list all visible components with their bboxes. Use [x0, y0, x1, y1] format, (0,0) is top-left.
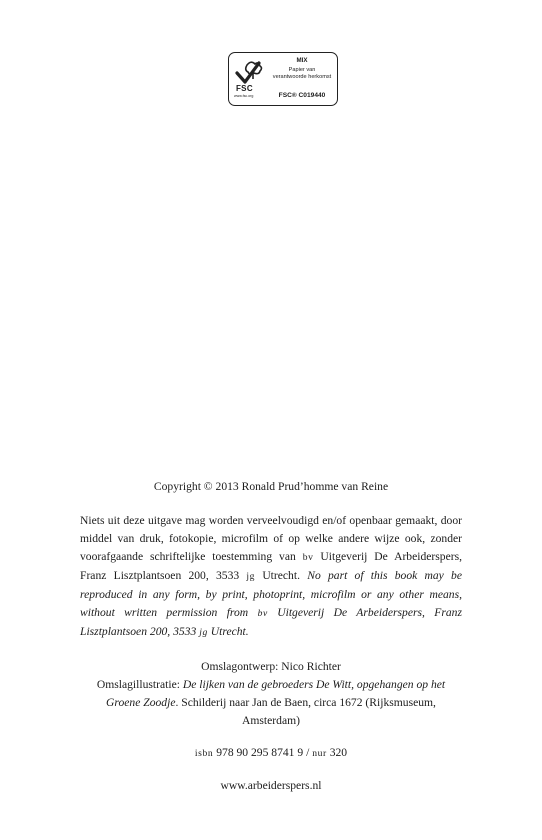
rights-statement: Niets uit deze uitgave mag worden verveelvoudigd en/of openbaar gemaakt, door middel van druk, fotokopie, microfilm of op welke andere wijze ook, zonder voorafgaande schriftelijke toestemming van bv Uitgeverij De Arbeiderspers, Franz Lisztplantsoen 200, 3533 jg Utrecht. No part of this book may be reproduced in any form, by print, photoprint, microfilm or any other means, without written permission from bv Uitgeverij De Arbeiderspers, Franz Lisztplantsoen 200, 3533 jg Utrecht.: [80, 514, 462, 638]
isbn-line: isbn 978 90 295 8741 9 / nur 320: [194, 746, 348, 759]
fsc-url: www.fsc.org: [234, 94, 254, 98]
fsc-source-label: Papier van verantwoorde herkomst: [272, 67, 332, 80]
fsc-license-code: FSC® C019440: [278, 92, 326, 99]
website-url: www.arbeiderspers.nl: [220, 779, 322, 792]
copyright-line: Copyright © 2013 Ronald Prud’homme van Reine: [153, 480, 389, 493]
colophon: [80, 478, 462, 795]
fsc-mix-label: MIX: [296, 57, 308, 64]
fsc-logo: [228, 52, 338, 106]
fsc-brand: FSC: [236, 84, 253, 93]
cover-design-credit: Omslagontwerp: Nico Richter: [201, 660, 341, 673]
cover-illustration-credit: Omslagillustratie: De lijken van de gebroeders De Witt, opgehangen op het Groene Zoodje. Schilderij naar Jan de Baen, circa 1672 (Rijksmuseum, Amsterdam): [96, 678, 446, 727]
